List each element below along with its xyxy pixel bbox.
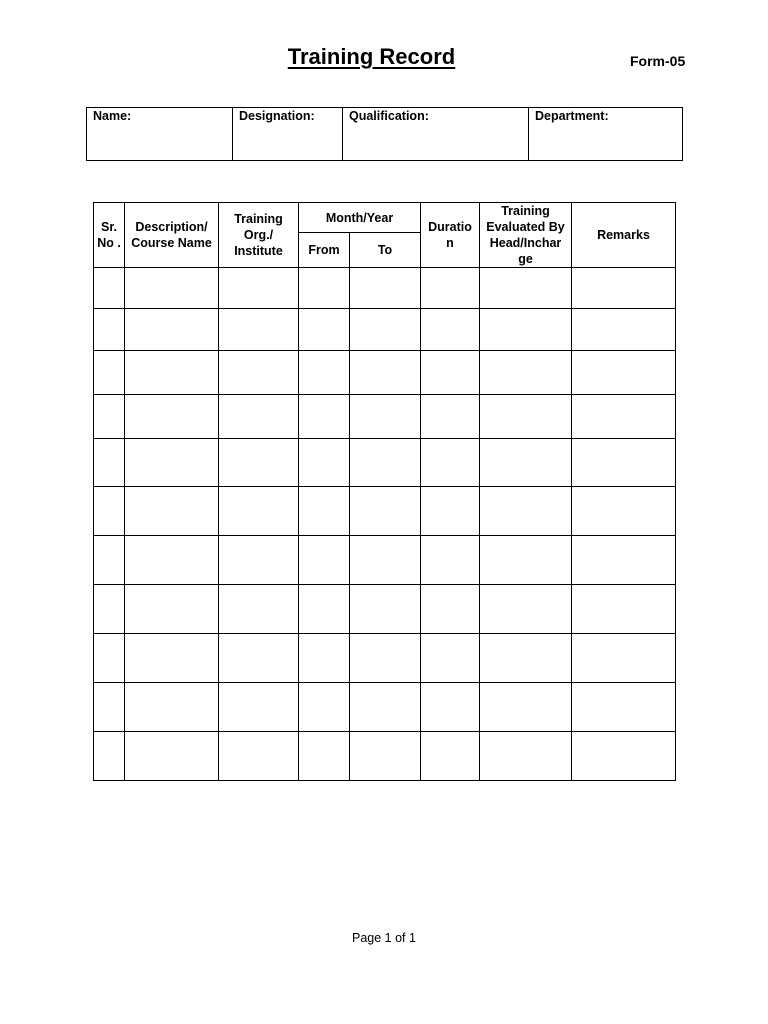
sr-no-cell[interactable]: [94, 268, 125, 309]
remarks-cell[interactable]: [572, 732, 676, 781]
description-cell[interactable]: [125, 268, 219, 309]
table-row: [94, 683, 676, 732]
from-cell[interactable]: [299, 732, 350, 781]
evaluated-by-cell[interactable]: [480, 487, 572, 536]
form-code: Form-05: [630, 53, 686, 69]
from-cell[interactable]: [299, 351, 350, 395]
from-cell[interactable]: [299, 487, 350, 536]
description-cell[interactable]: [125, 487, 219, 536]
designation-field[interactable]: Designation:: [233, 108, 343, 161]
month-year-header: Month/Year: [299, 203, 421, 233]
evaluated-by-cell[interactable]: [480, 309, 572, 351]
from-cell[interactable]: [299, 585, 350, 634]
evaluated-by-cell[interactable]: [480, 585, 572, 634]
to-cell[interactable]: [350, 634, 421, 683]
to-header: To: [350, 233, 421, 268]
remarks-cell[interactable]: [572, 351, 676, 395]
remarks-cell[interactable]: [572, 268, 676, 309]
evaluated-by-cell[interactable]: [480, 634, 572, 683]
description-cell[interactable]: [125, 536, 219, 585]
to-cell[interactable]: [350, 309, 421, 351]
duration-header: Duratio n: [421, 203, 480, 268]
training-org-cell[interactable]: [219, 309, 299, 351]
duration-cell[interactable]: [421, 268, 480, 309]
remarks-cell[interactable]: [572, 487, 676, 536]
duration-cell[interactable]: [421, 683, 480, 732]
table-row: [94, 732, 676, 781]
duration-cell[interactable]: [421, 536, 480, 585]
description-header: Description/ Course Name: [125, 203, 219, 268]
employee-info-table: [86, 107, 683, 161]
sr-no-cell[interactable]: [94, 634, 125, 683]
table-header-row: [94, 203, 676, 233]
name-field[interactable]: Name:: [87, 108, 233, 161]
sr-no-cell[interactable]: [94, 395, 125, 439]
table-row: [94, 351, 676, 395]
training-org-cell[interactable]: [219, 634, 299, 683]
training-org-cell[interactable]: [219, 585, 299, 634]
table-row: [94, 487, 676, 536]
to-cell[interactable]: [350, 536, 421, 585]
to-cell[interactable]: [350, 268, 421, 309]
from-cell[interactable]: [299, 268, 350, 309]
sr-no-cell[interactable]: [94, 439, 125, 487]
remarks-cell[interactable]: [572, 395, 676, 439]
employee-info-row: [87, 108, 683, 161]
evaluated-by-cell[interactable]: [480, 732, 572, 781]
department-field[interactable]: Department:: [529, 108, 683, 161]
from-cell[interactable]: [299, 683, 350, 732]
remarks-cell[interactable]: [572, 536, 676, 585]
from-header: From: [299, 233, 350, 268]
description-cell[interactable]: [125, 732, 219, 781]
page-number: Page 1 of 1: [352, 931, 416, 945]
sr-no-cell[interactable]: [94, 683, 125, 732]
training-org-cell[interactable]: [219, 732, 299, 781]
to-cell[interactable]: [350, 732, 421, 781]
to-cell[interactable]: [350, 487, 421, 536]
page-title: Training Record: [287, 44, 456, 69]
remarks-cell[interactable]: [572, 634, 676, 683]
training-org-cell[interactable]: [219, 351, 299, 395]
duration-cell[interactable]: [421, 634, 480, 683]
sr-no-cell[interactable]: [94, 585, 125, 634]
training-org-cell[interactable]: [219, 268, 299, 309]
description-cell[interactable]: [125, 634, 219, 683]
from-cell[interactable]: [299, 395, 350, 439]
to-cell[interactable]: [350, 351, 421, 395]
evaluated-by-header: Training Evaluated By Head/Inchar ge: [480, 203, 572, 268]
evaluated-by-cell[interactable]: [480, 683, 572, 732]
table-row: [94, 309, 676, 351]
table-row: [94, 268, 676, 309]
training-org-cell[interactable]: [219, 536, 299, 585]
training-record-table: [93, 202, 676, 781]
table-row: [94, 439, 676, 487]
sr-no-cell[interactable]: [94, 732, 125, 781]
remarks-cell[interactable]: [572, 683, 676, 732]
sr-no-cell[interactable]: [94, 487, 125, 536]
table-body: [94, 268, 676, 781]
evaluated-by-cell[interactable]: [480, 439, 572, 487]
duration-cell[interactable]: [421, 395, 480, 439]
sr-no-cell[interactable]: [94, 536, 125, 585]
evaluated-by-cell[interactable]: [480, 351, 572, 395]
duration-cell[interactable]: [421, 351, 480, 395]
duration-cell[interactable]: [421, 309, 480, 351]
description-cell[interactable]: [125, 439, 219, 487]
training-org-cell[interactable]: [219, 683, 299, 732]
training-org-cell[interactable]: [219, 395, 299, 439]
from-cell[interactable]: [299, 634, 350, 683]
duration-cell[interactable]: [421, 732, 480, 781]
evaluated-by-cell[interactable]: [480, 536, 572, 585]
table-row: [94, 395, 676, 439]
evaluated-by-cell[interactable]: [480, 395, 572, 439]
description-cell[interactable]: [125, 309, 219, 351]
remarks-header: Remarks: [572, 203, 676, 268]
sr-no-cell[interactable]: [94, 309, 125, 351]
to-cell[interactable]: [350, 585, 421, 634]
remarks-cell[interactable]: [572, 585, 676, 634]
sr-no-cell[interactable]: [94, 351, 125, 395]
description-cell[interactable]: [125, 395, 219, 439]
qualification-field[interactable]: Qualification:: [343, 108, 529, 161]
table-row: [94, 585, 676, 634]
to-cell[interactable]: [350, 395, 421, 439]
remarks-cell[interactable]: [572, 439, 676, 487]
from-cell[interactable]: [299, 309, 350, 351]
from-cell[interactable]: [299, 536, 350, 585]
duration-cell[interactable]: [421, 439, 480, 487]
training-org-cell[interactable]: [219, 439, 299, 487]
duration-cell[interactable]: [421, 585, 480, 634]
sr-no-header: Sr. No .: [94, 203, 125, 268]
duration-cell[interactable]: [421, 487, 480, 536]
evaluated-by-cell[interactable]: [480, 268, 572, 309]
table-row: [94, 634, 676, 683]
from-cell[interactable]: [299, 439, 350, 487]
description-cell[interactable]: [125, 683, 219, 732]
description-cell[interactable]: [125, 351, 219, 395]
training-org-header: Training Org./ Institute: [219, 203, 299, 268]
to-cell[interactable]: [350, 439, 421, 487]
training-org-cell[interactable]: [219, 487, 299, 536]
table-row: [94, 536, 676, 585]
description-cell[interactable]: [125, 585, 219, 634]
remarks-cell[interactable]: [572, 309, 676, 351]
to-cell[interactable]: [350, 683, 421, 732]
